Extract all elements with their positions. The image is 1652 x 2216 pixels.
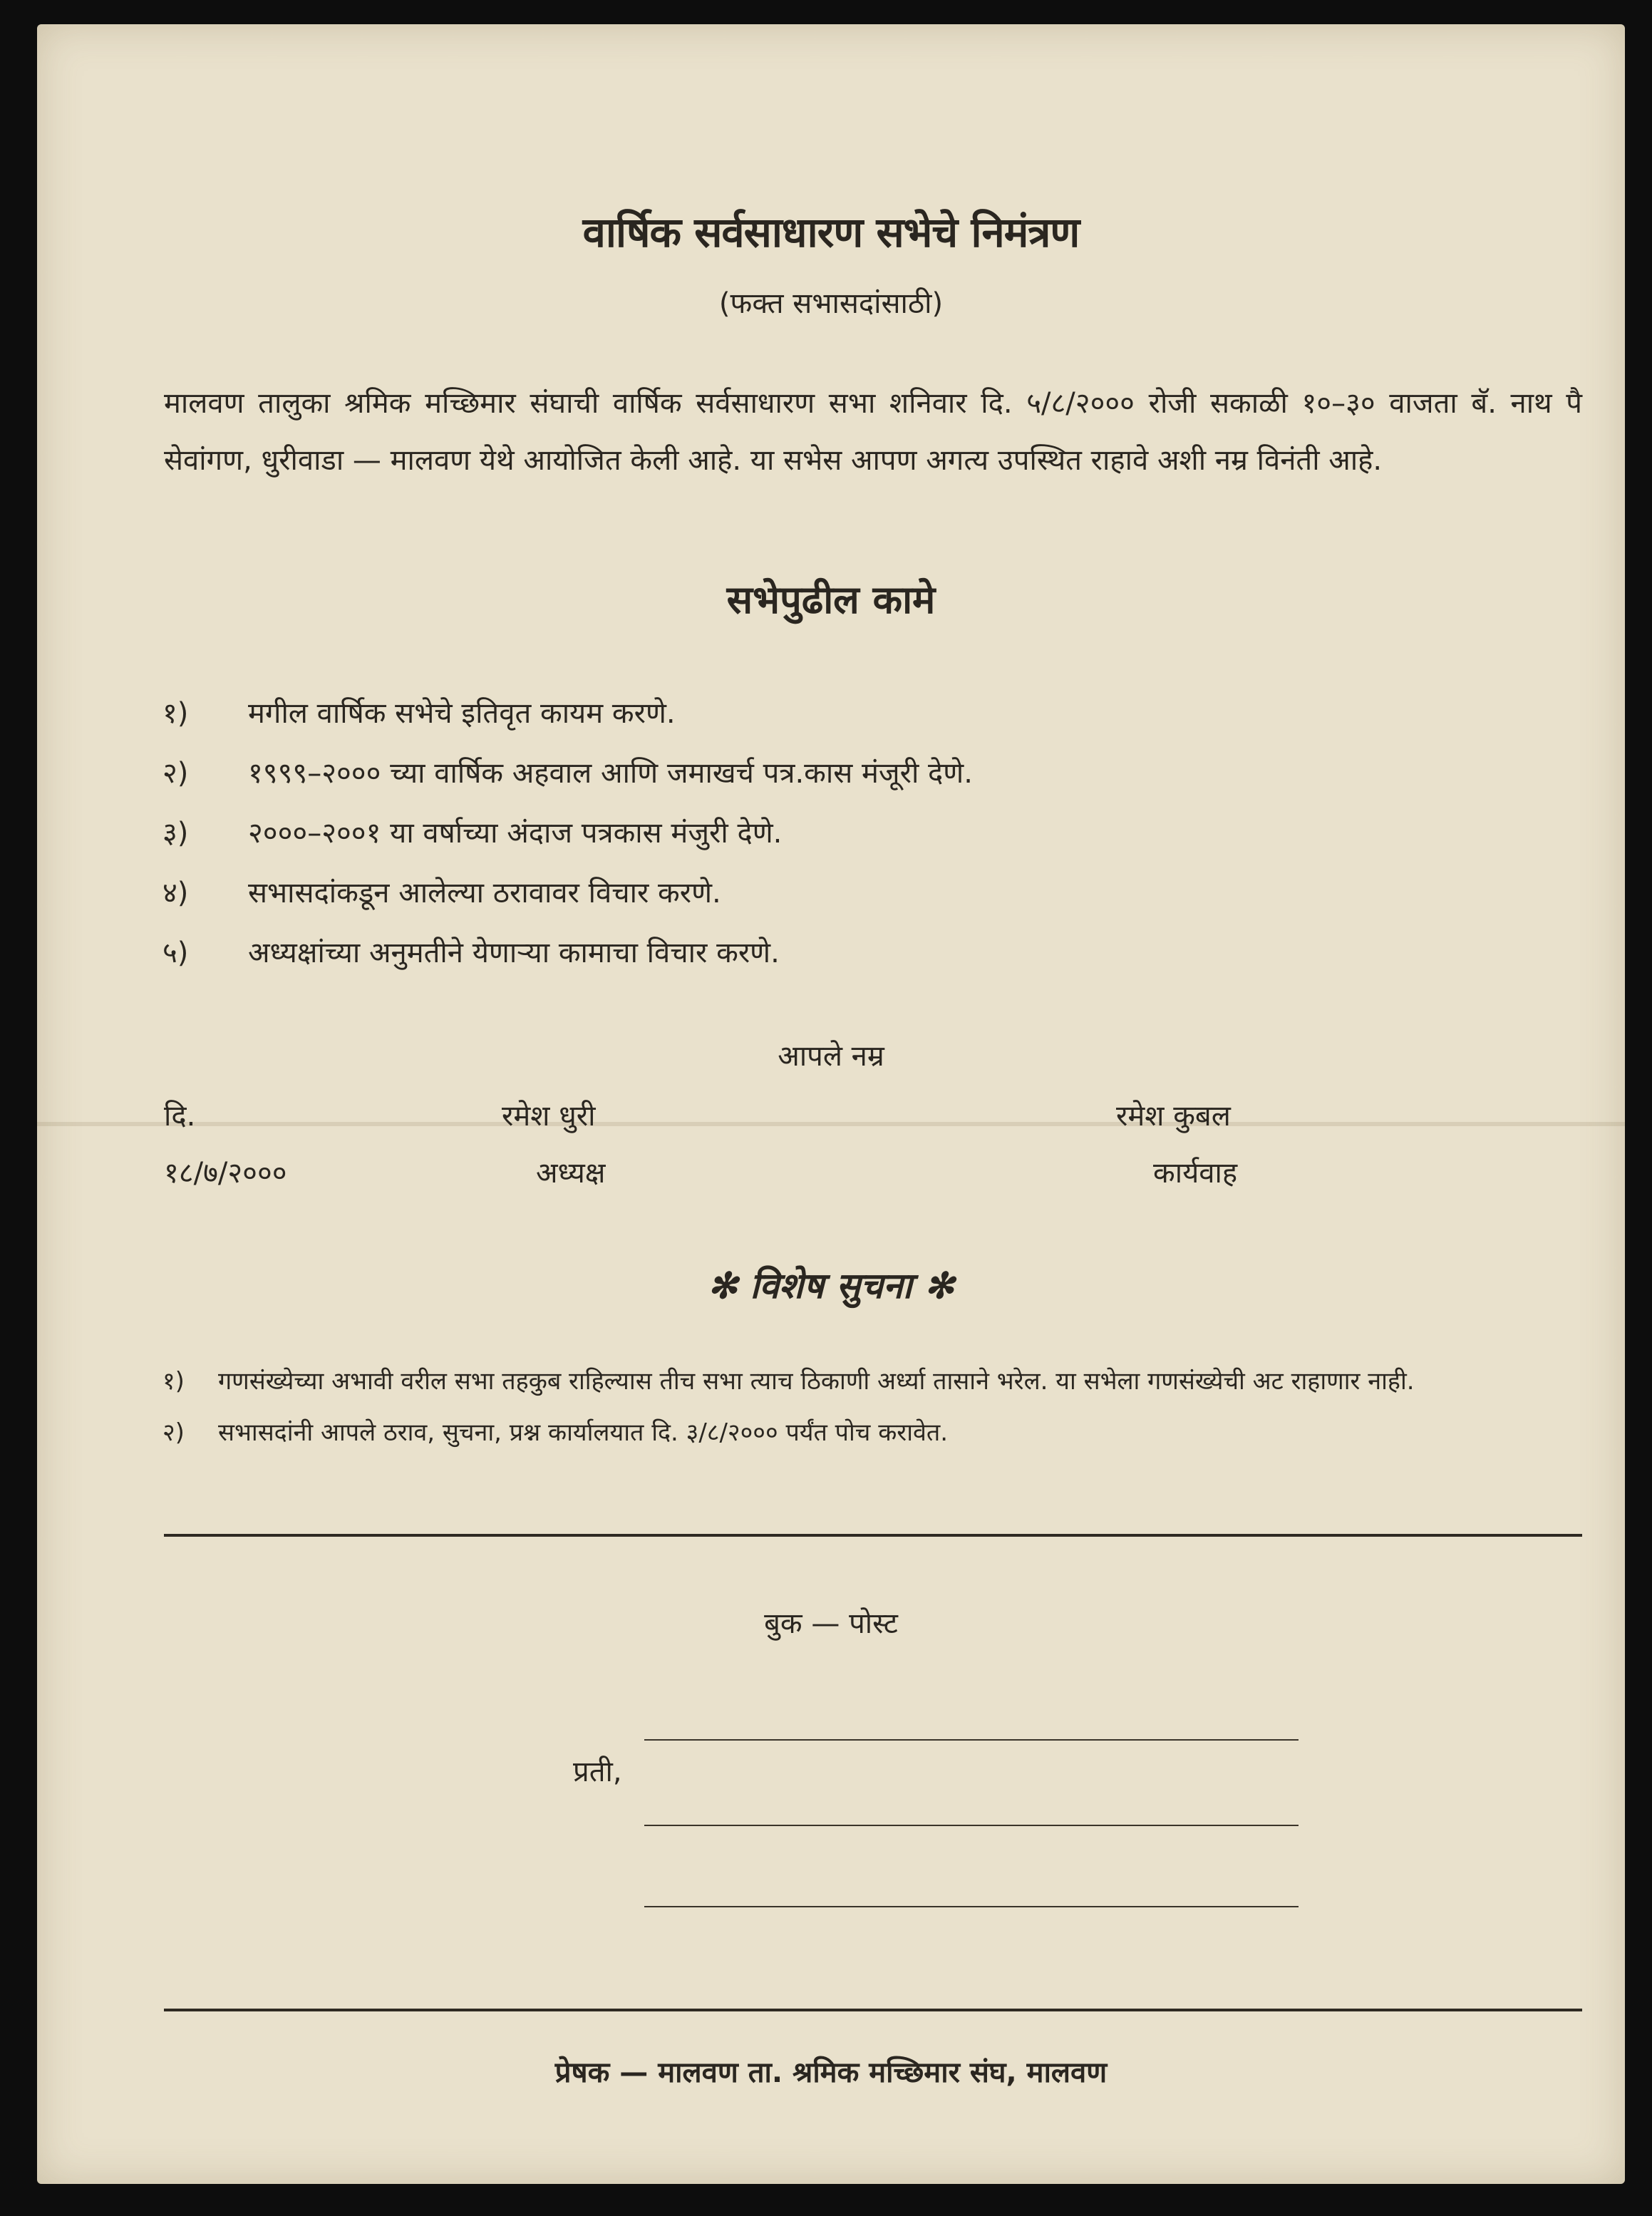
agenda-item-text: २०००–२००१ या वर्षाच्या अंदाज पत्रकास मंजुरी देणे. — [248, 816, 783, 850]
sender-line: प्रेषक — मालवण ता. श्रमिक मच्छिमार संघ, मालवण — [554, 2056, 1108, 2089]
agenda-item — [162, 921, 1517, 981]
notice-item-text: गणसंख्येच्या अभावी वरील सभा तहकुब राहिल्यास तीच सभा त्याच ठिकाणी अर्ध्या तासाने भरेल. या सभेला गणसंख्येची अट राहाणार नाही. — [218, 1367, 1415, 1396]
agenda-item-number: १) — [162, 696, 189, 730]
agenda-item — [162, 801, 1517, 861]
invitation-sheet — [37, 24, 1625, 2184]
agenda-item — [162, 861, 1517, 921]
agenda-item — [162, 741, 1517, 801]
book-post-label: बुक — पोस्ट — [764, 1607, 898, 1640]
document-subtitle: (फक्त सभासदांसाठी) — [718, 287, 944, 320]
notice-list — [162, 1360, 1517, 1463]
special-notice-heading: ✻ विशेष सुचना ✻ — [708, 1264, 954, 1307]
secretary-name: रमेश कुबल — [1116, 1100, 1231, 1133]
section-divider — [164, 2009, 1582, 2011]
notice-item — [162, 1360, 1517, 1403]
paper-fold-crease — [37, 1122, 1625, 1126]
address-line — [644, 1739, 1299, 1741]
date-value: १८/७/२००० — [164, 1157, 287, 1190]
section-divider — [164, 1534, 1582, 1537]
agenda-item-text: मगील वार्षिक सभेचे इतिवृत कायम करणे. — [248, 696, 676, 730]
agenda-item-text: सभासदांकडून आलेल्या ठरावावर विचार करणे. — [248, 876, 721, 909]
notice-item-text: सभासदांनी आपले ठराव, सुचना, प्रश्न कार्यालयात दि. ३/८/२००० पर्यंत पोच करावेत. — [218, 1418, 949, 1447]
address-line — [644, 1825, 1299, 1826]
agenda-item-number: ४) — [162, 876, 189, 909]
agenda-list — [162, 681, 1517, 981]
notice-item-number: २) — [162, 1418, 185, 1447]
president-name: रमेश धुरी — [502, 1100, 596, 1133]
agenda-item-number: २) — [162, 756, 189, 790]
agenda-item-number: ३) — [162, 816, 189, 850]
document-title: वार्षिक सर्वसाधारण सभेचे निमंत्रण — [582, 208, 1080, 257]
date-label: दि. — [164, 1100, 196, 1133]
secretary-title: कार्यवाह — [1153, 1157, 1238, 1190]
notice-item-number: १) — [162, 1367, 185, 1396]
agenda-item-text: १९९९–२००० च्या वार्षिक अहवाल आणि जमाखर्च पत्र.कास मंजूरी देणे. — [248, 756, 973, 790]
recipient-label: प्रती, — [573, 1756, 622, 1788]
agenda-item — [162, 681, 1517, 741]
agenda-heading: सभेपुढील कामे — [726, 577, 936, 622]
notice-item — [162, 1411, 1517, 1454]
intro-paragraph: मालवण तालुका श्रमिक मच्छिमार संघाची वार्षिक सर्वसाधारण सभा शनिवार दि. ५/८/२००० रोजी सकाळी १०–३० वाजता बॅ. नाथ पै सेवांगण, धुरीवाडा — मालवण येथे आयोजित केली आहे. या सभेस आपण अगत्य उपस्थित राहावे अशी नम्र विनंती आहे. — [164, 387, 1582, 477]
president-title: अध्यक्ष — [536, 1157, 606, 1190]
closing-salutation: आपले नम्र — [778, 1040, 884, 1073]
address-line — [644, 1906, 1299, 1907]
agenda-item-number: ५) — [162, 936, 189, 969]
agenda-item-text: अध्यक्षांच्या अनुमतीने येणाऱ्या कामाचा विचार करणे. — [248, 936, 780, 969]
